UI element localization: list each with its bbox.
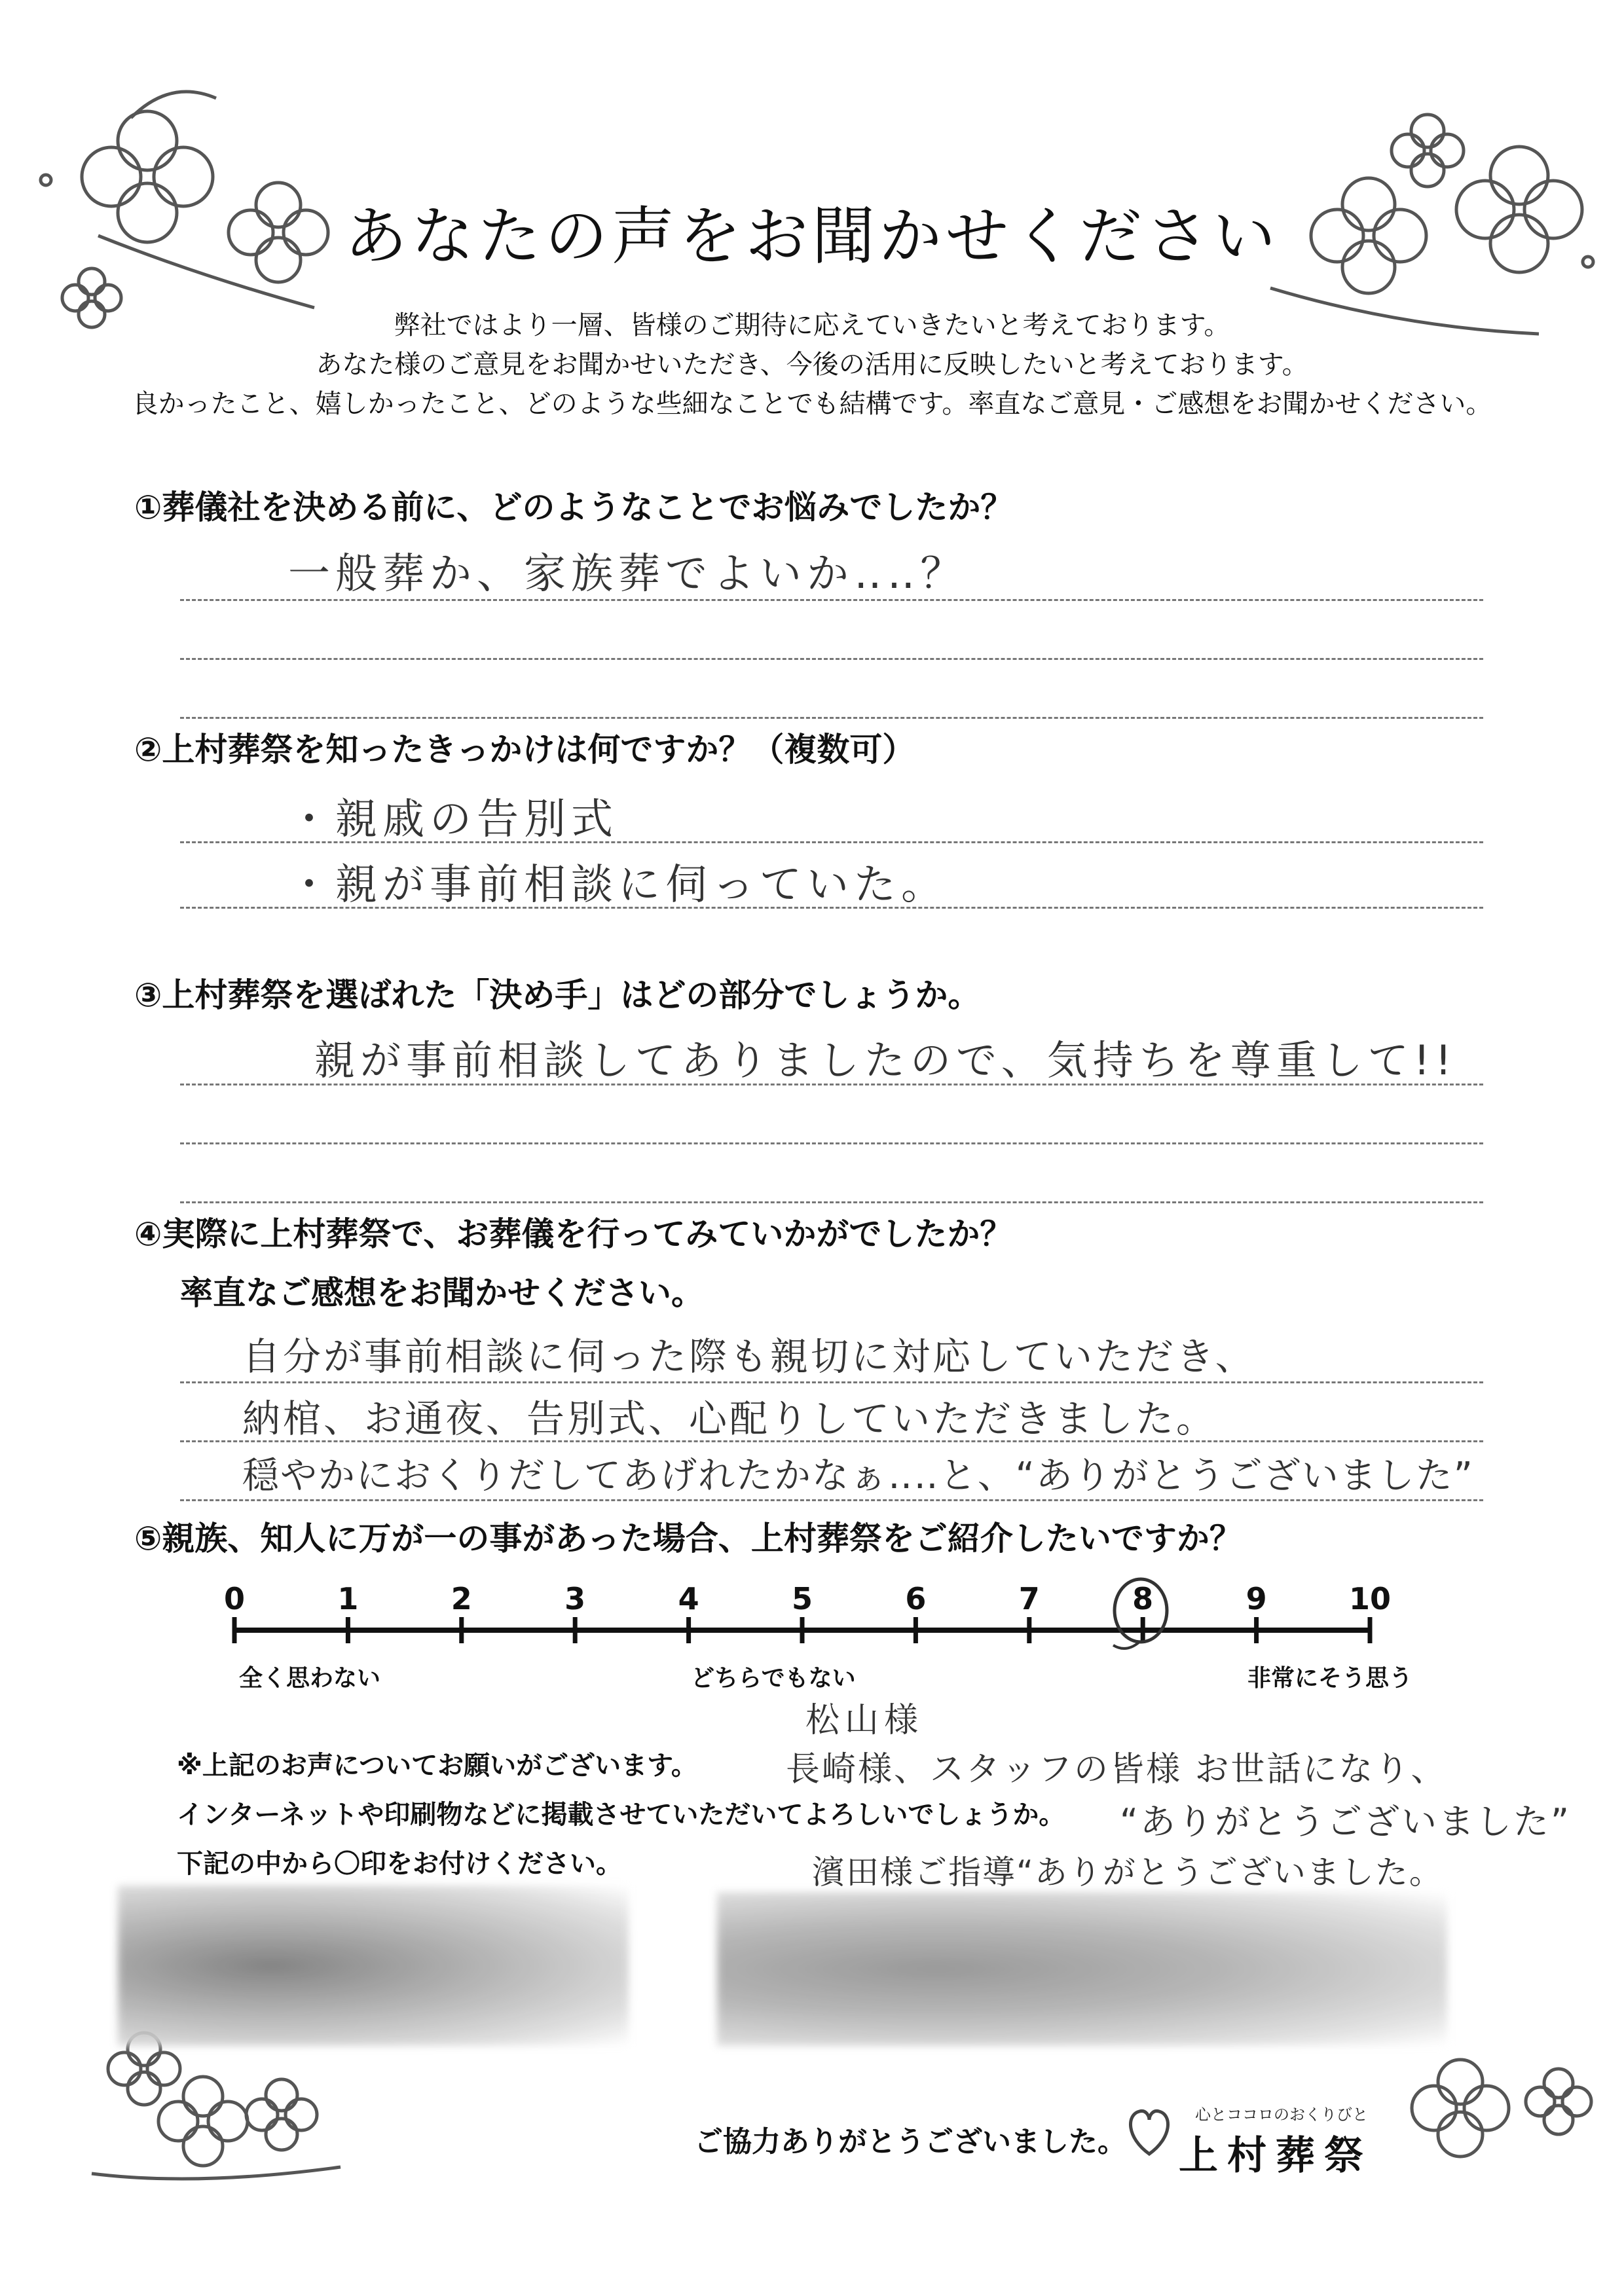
answer-line [180, 599, 1483, 601]
intro-line-2: あなた様のご意見をお聞かせいただき、今後の活用に反映したいと考えております。 [316, 350, 1308, 380]
scale-number-6: 6 [905, 1581, 927, 1616]
clover-ornament-bottom-left [65, 2016, 393, 2213]
answer-line [180, 1381, 1483, 1383]
answer-1: 一般葬か、家族葬でよいか‥‥？ [288, 550, 968, 598]
heart-logo-icon [1123, 2102, 1175, 2160]
answer-4-line-3: 穏やかにおくりだしてあげれたかなぁ‥‥と、“ありがとうございました” [242, 1455, 1474, 1497]
answer-2-line-2: ・親が事前相談に伺っていた。 [288, 861, 948, 909]
clover-ornament-bottom-right [1362, 2016, 1624, 2213]
note-line-1: ※上記のお声についてお願いがございます。 [177, 1751, 697, 1781]
scale-number-5: 5 [791, 1581, 813, 1616]
scale-number-4: 4 [678, 1581, 699, 1616]
note-line-2: インターネットや印刷物などに掲載させていただいてよろしいでしょうか。 [177, 1800, 1065, 1830]
handwritten-thanks-1: 松山様 [805, 1701, 924, 1740]
redacted-area [717, 1892, 1447, 2046]
scale-number-7: 7 [1018, 1581, 1040, 1616]
answer-2-line-1: ・親戚の告別式 [288, 795, 618, 844]
brand-name: 上村葬祭 [1179, 2133, 1373, 2179]
footer-thanks: ご協力ありがとうございました。 [694, 2125, 1126, 2159]
answer-line [180, 1084, 1483, 1085]
scale-number-1: 1 [337, 1581, 359, 1616]
question-2: ②上村葬祭を知ったきっかけは何ですか？（複数可） [134, 731, 915, 769]
question-4: ④実際に上村葬祭で、お葬儀を行ってみていかがでしたか？ [134, 1215, 1013, 1253]
scale-number-8: 8 [1132, 1581, 1154, 1616]
answer-line [180, 1440, 1483, 1442]
scale-mid-label: どちらでもない [691, 1665, 856, 1692]
answer-line [180, 1142, 1483, 1144]
answer-line [180, 841, 1483, 843]
question-4-sub: 率直なご感想をお聞かせください。 [180, 1274, 704, 1312]
handwritten-thanks-2: 長崎様、スタッフの皆様 お世話になり、 [786, 1750, 1447, 1789]
intro-line-1: 弊社ではより一層、皆様のご期待に応えていきたいと考えております。 [394, 310, 1230, 340]
handwritten-thanks-3: “ありがとうございました” [1120, 1801, 1571, 1842]
answer-line [180, 658, 1483, 660]
note-line-3: 下記の中から〇印をお付けください。 [177, 1849, 622, 1879]
answer-line [180, 1201, 1483, 1203]
scale-number-3: 3 [564, 1581, 586, 1616]
intro-line-3: 良かったこと、嬉しかったこと、どのような些細なことでも結構です。率直なご意見・ご感想をお聞かせください。 [132, 389, 1492, 419]
redacted-area [118, 1886, 629, 2046]
answer-line [180, 717, 1483, 719]
selected-rating-circle [1100, 1568, 1185, 1666]
question-5: ⑤親族、知人に万が一の事があった場合、上村葬祭をご紹介したいですか？ [134, 1520, 1242, 1558]
scale-number-2: 2 [451, 1581, 472, 1616]
answer-4-line-2: 納棺、お通夜、告別式、心配りしていただきました。 [242, 1396, 1217, 1441]
answer-4-line-1: 自分が事前相談に伺った際も親切に対応していただき、 [242, 1334, 1256, 1379]
rating-scale-line [223, 1617, 1388, 1656]
scale-number-9: 9 [1246, 1581, 1267, 1616]
question-3: ③上村葬祭を選ばれた「決め手」はどの部分でしょうか。 [134, 976, 981, 1014]
clover-ornament-top-left [0, 0, 406, 340]
scale-high-label: 非常にそう思う [1247, 1665, 1413, 1692]
scale-number-0: 0 [223, 1581, 246, 1616]
scale-low-label: 全く思わない [239, 1665, 381, 1692]
answer-line [180, 1499, 1483, 1501]
page-title: あなたの声をお聞かせください [344, 200, 1280, 273]
scale-number-10: 10 [1348, 1581, 1392, 1616]
brand-tagline: 心とココロのおくりびと [1195, 2105, 1368, 2124]
answer-line [180, 907, 1483, 909]
answer-3: 親が事前相談してありましたので、気持ちを尊重して!! [314, 1036, 1457, 1084]
handwritten-thanks-4: 濱田様ご指導“ありがとうございました。 [812, 1853, 1443, 1891]
question-1: ①葬儀社を決める前に、どのようなことでお悩みでしたか？ [134, 488, 1014, 526]
